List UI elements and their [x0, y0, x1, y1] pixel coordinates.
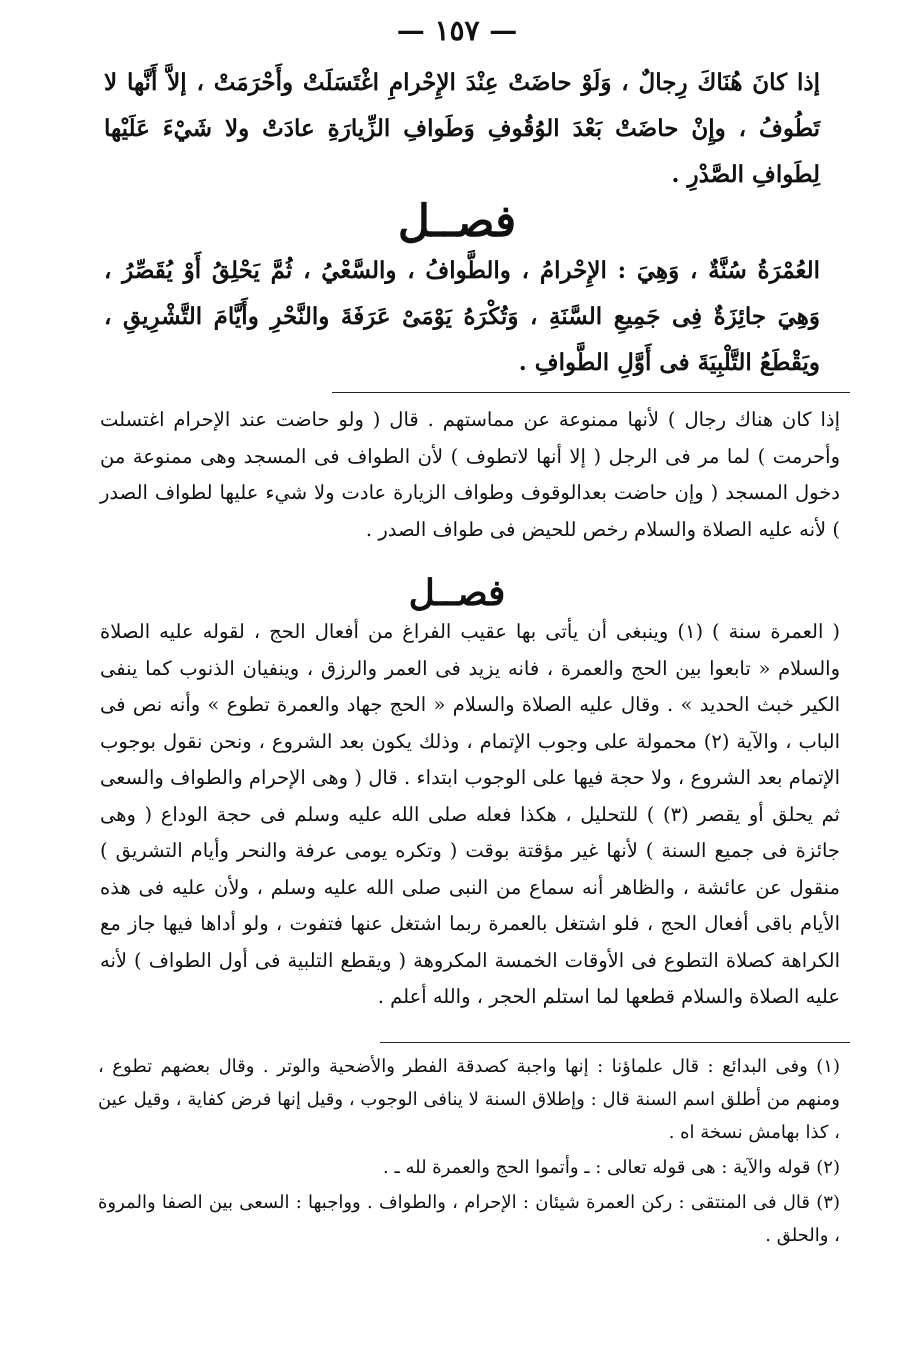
footnote-divider [380, 1042, 850, 1043]
footnote-2: (٢) قوله والآية : هى قوله تعالى : ـ وأتموا الحج والعمرة لله ـ . [383, 1157, 840, 1178]
commentary-paragraph-2: ( العمرة سنة ) (١) وينبغى أن يأتى بها عقيب الفراغ من أفعال الحج ، لقوله عليه الصلاة والسلام « تابعوا بين الحج والعمرة ، فانه يزيد فى العمر والرزق ، وينفيان الذنوب كما ينفى الكير خبث الحديد » . وقال عليه الصلاة والسلام « الحج جهاد والعمرة تطوع » وأنه نص فى الباب ، والآية (٢) محمولة على وجوب الإتمام ، وذلك يكون بعد الشروع ، ونحن نقول بوجوب الإتمام بعد الشروع ، ولا حجة فيها على الوجوب ابتداء . قال ( وهى الإحرام والطواف والسعى ثم يحلق أو يقصر (٣) ) للتحليل ، هكذا فعله صلى الله عليه وسلم فى حجة الوداع ( وهى جائزة فى جميع السنة ) لأنها غير مؤقتة بوقت ( وتكره يومى عرفة والنحر وأيام التشريق ) منقول عن عائشة ، والظاهر أنه سماع من النبى صلى الله عليه وسلم ، ولأن عليه فى هذه الأيام باقى أفعال الحج ، فلو اشتغل بالعمرة ربما اشتغل عنها فتفوت ، ولو أداها فيها جاز مع الكراهة كصلاة التطوع فى الأوقات الخمسة المكروهة ( ويقطع التلبية فى أول الطواف ) لأنه عليه الصلاة والسلام قطعها لما استلم الحجر ، والله أعلم . [100, 620, 841, 1008]
section-heading-fasl-1: فصــل [397, 196, 517, 247]
footnote-1: (١) وفى البدائع : قال علماؤنا : إنها واجبة كصدقة الفطر والأضحية والوتر . وقال بعضهم تطوع ، ومنهم من أطلق اسم السنة قال : وإطلاق السنة لا ينافى الوجوب ، وقيل إنها فرض كفاية ، وقيل عين ، كذا بهامش نسخة اه . [98, 1056, 840, 1143]
footnotes [98, 1050, 840, 1254]
commentary-paragraph-1: إذا كان هناك رجال ) لأنها ممنوعة عن مماستهم . قال ( ولو حاضت عند الإحرام اغتسلت وأحرمت ) لما مر فى الرجل ( إلا أنها لاتطوف ) لأن الطواف فى المسجد وهى ممنوعة من دخول المسجد ( وإن حاضت بعدالوقوف وطواف الزيارة عادت ولا شيء عليها لطواف الصدر ) لأنه عليه الصلاة والسلام رخص للحيض فى طواف الصدر . [100, 408, 840, 541]
section-heading-fasl-2: فصــل [408, 572, 506, 614]
footnote-3: (٣) قال فى المنتقى : ركن العمرة شيئان : الإحرام ، والطواف . وواجبها : السعى بين الصفا والمروة ، والحلق . [98, 1192, 840, 1246]
matn-divider-1 [332, 392, 850, 393]
matn-paragraph-1: إذا كانَ هُنَاكَ رِجالٌ ، وَلَوْ حاضَتْ عِنْدَ الإِحْرامِ اغْتَسَلَتْ وأَحْرَمَتْ ، إلاَّ أَنَّها لا تَطُوفُ ، وإِنْ حاضَتْ بَعْدَ الوُقُوفِ وَطَوافِ الزِّيارَةِ عادَتْ ولا شَيْءَ عَلَيْها لِطَوافِ الصَّدْرِ . [104, 69, 820, 188]
matn-paragraph-2: العُمْرَةُ سُنَّةٌ ، وَهِيَ : الإِحْرامُ ، والطَّوافُ ، والسَّعْيُ ، ثُمَّ يَحْلِقُ أَوْ يُقَصِّرُ ، وَهِيَ جائِزَةٌ فِى جَمِيعِ السَّنَةِ ، وَتُكْرَهُ يَوْمَىْ عَرَفَةَ والنَّحْرِ وأَيَّامَ التَّشْرِيقِ ، ويَقْطَعُ التَّلْبِيَةَ فى أَوَّلِ الطَّوافِ . [104, 257, 820, 376]
page-number: — ١٥٧ — [396, 14, 518, 47]
